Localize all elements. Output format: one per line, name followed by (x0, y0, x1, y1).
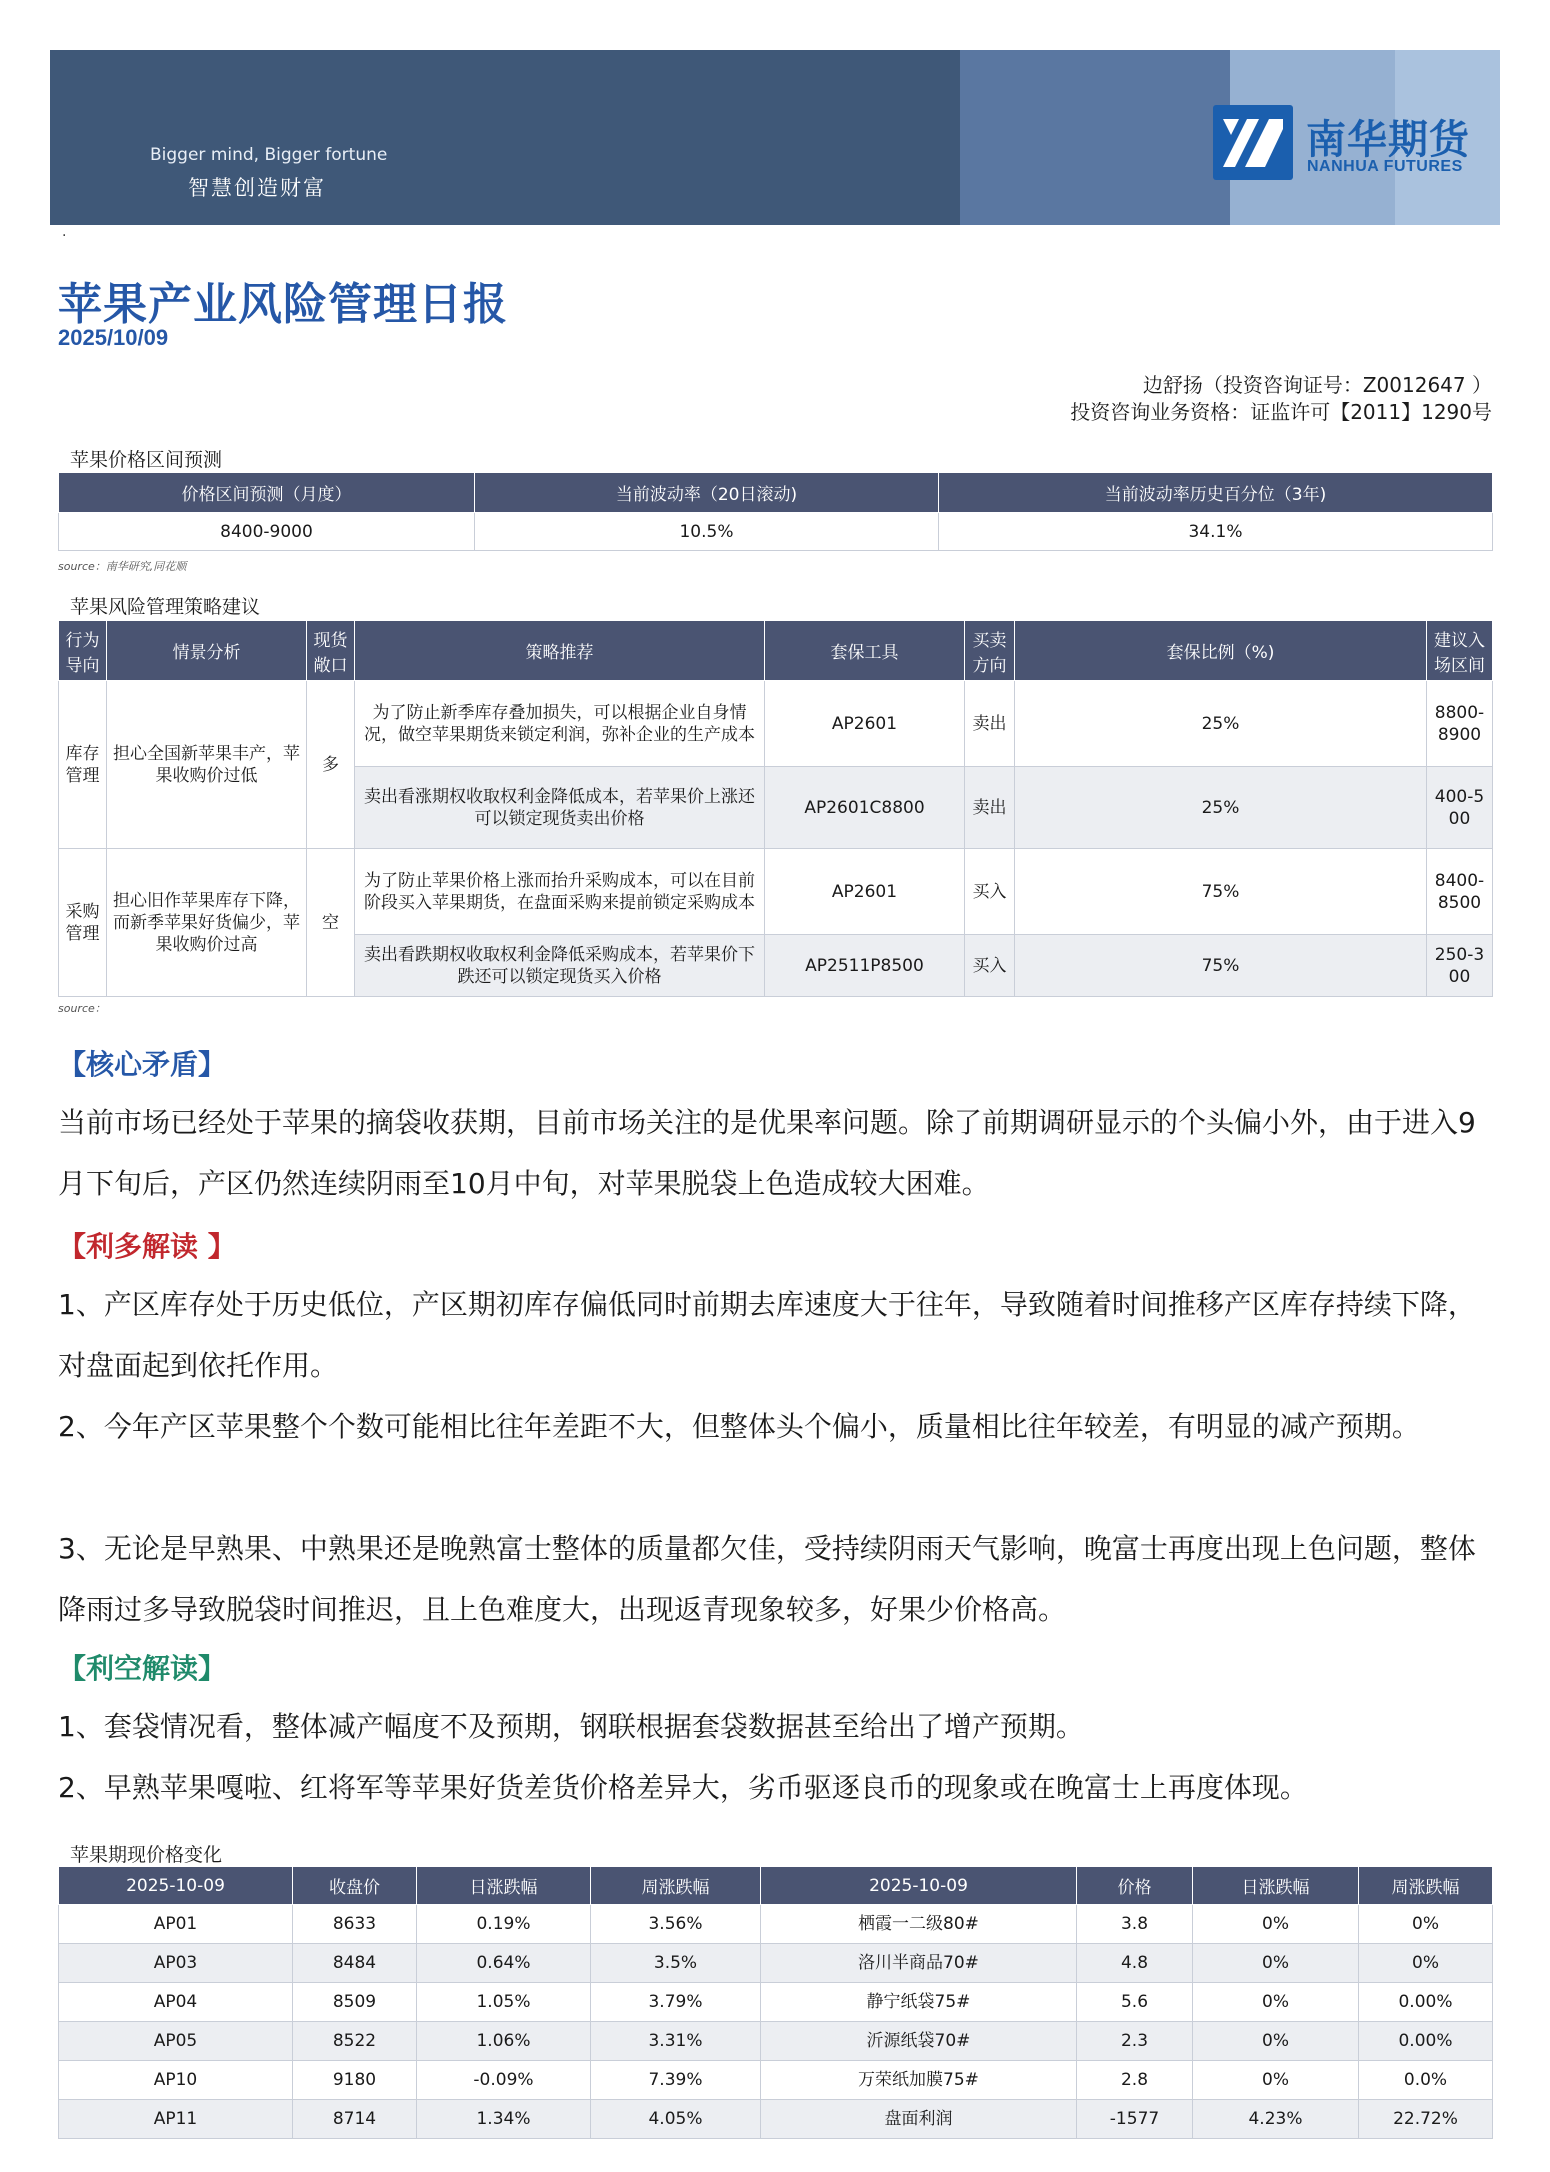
header-banner (50, 50, 1500, 225)
ratio-cell: 25% (1015, 681, 1427, 767)
bear-item: 2、早熟苹果嘎啦、红将军等苹果好货差货价格差异大，劣币驱逐良币的现象或在晚富士上再度体现。 (58, 1771, 1308, 1804)
range-cell: 400-500 (1427, 767, 1493, 849)
column-header: 策略推荐 (355, 621, 765, 681)
banner-panel-mid (960, 50, 1230, 225)
author-name-license: 边舒扬（投资咨询证号：Z0012647 ） (1142, 373, 1492, 397)
table-cell: 3.31% (591, 2022, 761, 2061)
logo-english-name: NANHUA FUTURES (1307, 158, 1463, 175)
column-header: 现货敞口 (307, 621, 355, 681)
table-cell: 0% (1193, 1905, 1359, 1944)
table-cell: 8714 (293, 2100, 417, 2139)
table-cell: 0% (1359, 1905, 1493, 1944)
table-cell: 8509 (293, 1983, 417, 2022)
table-cell: 0% (1193, 2061, 1359, 2100)
table-header-row (59, 473, 1493, 513)
table-cell: 3.79% (591, 1983, 761, 2022)
bear-heading: 【利空解读】 (58, 1652, 227, 1685)
bull-item: 1、产区库存处于历史低位，产区期初库存偏低同时前期去库速度大于往年，导致随着时间推移产区库存持续下降，对盘面起到依托作用。 (58, 1288, 1476, 1382)
bullet-dot: · (62, 228, 67, 244)
side-cell: 买入 (965, 935, 1015, 997)
table-cell: 8522 (293, 2022, 417, 2061)
column-header: 建议入场区间 (1427, 621, 1493, 681)
strategy-table (58, 620, 1493, 997)
bull-heading: 【利多解读 】 (58, 1230, 236, 1263)
table-cell: 8400-9000 (59, 513, 475, 551)
side-cell: 买入 (965, 849, 1015, 935)
table-cell: 3.8 (1077, 1905, 1193, 1944)
table-row (59, 2100, 1493, 2139)
strategy-cell: 卖出看跌期权收取权利金降低采购成本，若苹果价下跌还可以锁定现货买入价格 (355, 935, 765, 997)
strategy-cell: 为了防止苹果价格上涨而抬升采购成本，可以在目前阶段买入苹果期货，在盘面采购来提前锁定采购成本 (355, 849, 765, 935)
column-header: 2025-10-09 (761, 1867, 1077, 1905)
column-header: 日涨跌幅 (417, 1867, 591, 1905)
strategy-cell: 卖出看涨期权收取权利金降低成本，若苹果价上涨还可以锁定现货卖出价格 (355, 767, 765, 849)
tool-cell: AP2601C8800 (765, 767, 965, 849)
source-note: source：南华研究,同花顺 (58, 560, 187, 573)
column-header: 套保工具 (765, 621, 965, 681)
scenario-cell: 担心旧作苹果库存下降，而新季苹果好货偏少，苹果收购价过高 (107, 849, 307, 997)
table-cell: 静宁纸袋75# (761, 1983, 1077, 2022)
table-cell: 5.6 (1077, 1983, 1193, 2022)
table-cell: 0.00% (1359, 1983, 1493, 2022)
bull-item: 3、无论是早熟果、中熟果还是晚熟富士整体的质量都欠佳，受持续阴雨天气影响，晚富士再度出现上色问题，整体降雨过多导致脱袋时间推迟，且上色难度大，出现返青现象较多，好果少价格高。 (58, 1532, 1476, 1626)
table-cell: AP05 (59, 2022, 293, 2061)
table-cell: AP01 (59, 1905, 293, 1944)
price-change-table (58, 1866, 1493, 2139)
table-cell: 4.8 (1077, 1944, 1193, 1983)
price-rows (59, 1905, 1493, 2139)
table-cell: 0% (1193, 2022, 1359, 2061)
table-cell: 34.1% (939, 513, 1493, 551)
table-cell: 4.23% (1193, 2100, 1359, 2139)
table-row (59, 513, 1493, 551)
table-cell: 10.5% (475, 513, 939, 551)
table-cell: 0% (1193, 1944, 1359, 1983)
side-cell: 卖出 (965, 681, 1015, 767)
slogan-chinese: 智慧创造财富 (188, 176, 326, 200)
table-row (59, 1944, 1493, 1983)
exposure-cell: 空 (307, 849, 355, 997)
table-row (59, 849, 1493, 935)
table-cell: AP10 (59, 2061, 293, 2100)
column-header: 套保比例（%) (1015, 621, 1427, 681)
table-cell: 0.0% (1359, 2061, 1493, 2100)
tool-cell: AP2601 (765, 681, 965, 767)
range-cell: 8400-8500 (1427, 849, 1493, 935)
tool-cell: AP2601 (765, 849, 965, 935)
range-cell: 250-300 (1427, 935, 1493, 997)
price-change-label: 苹果期现价格变化 (70, 1844, 223, 1866)
table-cell: AP11 (59, 2100, 293, 2139)
logo-chinese-name: 南华期货 (1306, 117, 1470, 163)
slogan-english: Bigger mind, Bigger fortune (150, 145, 388, 165)
table-cell: 栖霞一二级80# (761, 1905, 1077, 1944)
table-cell: 盘面利润 (761, 2100, 1077, 2139)
column-header: 2025-10-09 (59, 1867, 293, 1905)
strategy-label: 苹果风险管理策略建议 (70, 596, 261, 618)
direction-cell: 库存管理 (59, 681, 107, 849)
scenario-cell: 担心全国新苹果丰产，苹果收购价过低 (107, 681, 307, 849)
column-header: 收盘价 (293, 1867, 417, 1905)
table-cell: -1577 (1077, 2100, 1193, 2139)
column-header: 价格 (1077, 1867, 1193, 1905)
column-header: 行为导向 (59, 621, 107, 681)
table-cell: 3.56% (591, 1905, 761, 1944)
table-row (59, 681, 1493, 767)
table-cell: 0.19% (417, 1905, 591, 1944)
author-qualification: 投资咨询业务资格：证监许可【2011】1290号 (1070, 400, 1492, 424)
table-cell: 万荣纸加膜75# (761, 2061, 1077, 2100)
price-range-table (58, 472, 1493, 551)
ratio-cell: 75% (1015, 935, 1427, 997)
report-title: 苹果产业风险管理日报 (58, 279, 508, 330)
table-cell: 1.34% (417, 2100, 591, 2139)
side-cell: 卖出 (965, 767, 1015, 849)
table-cell: -0.09% (417, 2061, 591, 2100)
table-cell: 22.72% (1359, 2100, 1493, 2139)
table-cell: 8484 (293, 1944, 417, 1983)
table-cell: 4.05% (591, 2100, 761, 2139)
table-cell: 9180 (293, 2061, 417, 2100)
table-cell: 0.64% (417, 1944, 591, 1983)
column-header: 日涨跌幅 (1193, 1867, 1359, 1905)
price-range-label: 苹果价格区间预测 (70, 449, 223, 471)
exposure-cell: 多 (307, 681, 355, 849)
direction-cell: 采购管理 (59, 849, 107, 997)
table-cell: 0% (1193, 1983, 1359, 2022)
column-header: 价格区间预测（月度） (59, 473, 475, 513)
column-header: 当前波动率（20日滚动) (475, 473, 939, 513)
column-header: 当前波动率历史百分位（3年) (939, 473, 1493, 513)
table-row (59, 1983, 1493, 2022)
table-cell: 3.5% (591, 1944, 761, 1983)
column-header: 周涨跌幅 (591, 1867, 761, 1905)
table-cell: 8633 (293, 1905, 417, 1944)
table-row (59, 2061, 1493, 2100)
table-header-row (59, 621, 1493, 681)
table-cell: 沂源纸袋70# (761, 2022, 1077, 2061)
tool-cell: AP2511P8500 (765, 935, 965, 997)
table-row (59, 2022, 1493, 2061)
source-note: source： (58, 1002, 106, 1015)
table-cell: 2.8 (1077, 2061, 1193, 2100)
core-paragraph: 当前市场已经处于苹果的摘袋收获期，目前市场关注的是优果率问题。除了前期调研显示的个头偏小外，由于进入9月下旬后，产区仍然连续阴雨至10月中旬，对苹果脱袋上色造成较大困难。 (58, 1106, 1476, 1200)
table-cell: 0% (1359, 1944, 1493, 1983)
range-cell: 8800-8900 (1427, 681, 1493, 767)
table-cell: 1.06% (417, 2022, 591, 2061)
strategy-cell: 为了防止新季库存叠加损失，可以根据企业自身情况，做空苹果期货来锁定利润，弥补企业的生产成本 (355, 681, 765, 767)
table-cell: 1.05% (417, 1983, 591, 2022)
table-cell: 洛川半商品70# (761, 1944, 1077, 1983)
bear-item: 1、套袋情况看，整体减产幅度不及预期，钢联根据套袋数据甚至给出了增产预期。 (58, 1710, 1084, 1743)
nanhua-logo-icon (1213, 105, 1293, 180)
table-header-row (59, 1867, 1493, 1905)
ratio-cell: 75% (1015, 849, 1427, 935)
column-header: 周涨跌幅 (1359, 1867, 1493, 1905)
column-header: 情景分析 (107, 621, 307, 681)
table-row (59, 1905, 1493, 1944)
ratio-cell: 25% (1015, 767, 1427, 849)
bull-item: 2、今年产区苹果整个个数可能相比往年差距不大，但整体头个偏小，质量相比往年较差，有明显的减产预期。 (58, 1410, 1420, 1443)
table-cell: AP03 (59, 1944, 293, 1983)
column-header: 买卖方向 (965, 621, 1015, 681)
table-cell: 0.00% (1359, 2022, 1493, 2061)
report-date: 2025/10/09 (58, 325, 169, 350)
author-info (1070, 372, 1492, 426)
table-cell: 2.3 (1077, 2022, 1193, 2061)
table-cell: AP04 (59, 1983, 293, 2022)
core-heading: 【核心矛盾】 (58, 1048, 227, 1081)
table-cell: 7.39% (591, 2061, 761, 2100)
